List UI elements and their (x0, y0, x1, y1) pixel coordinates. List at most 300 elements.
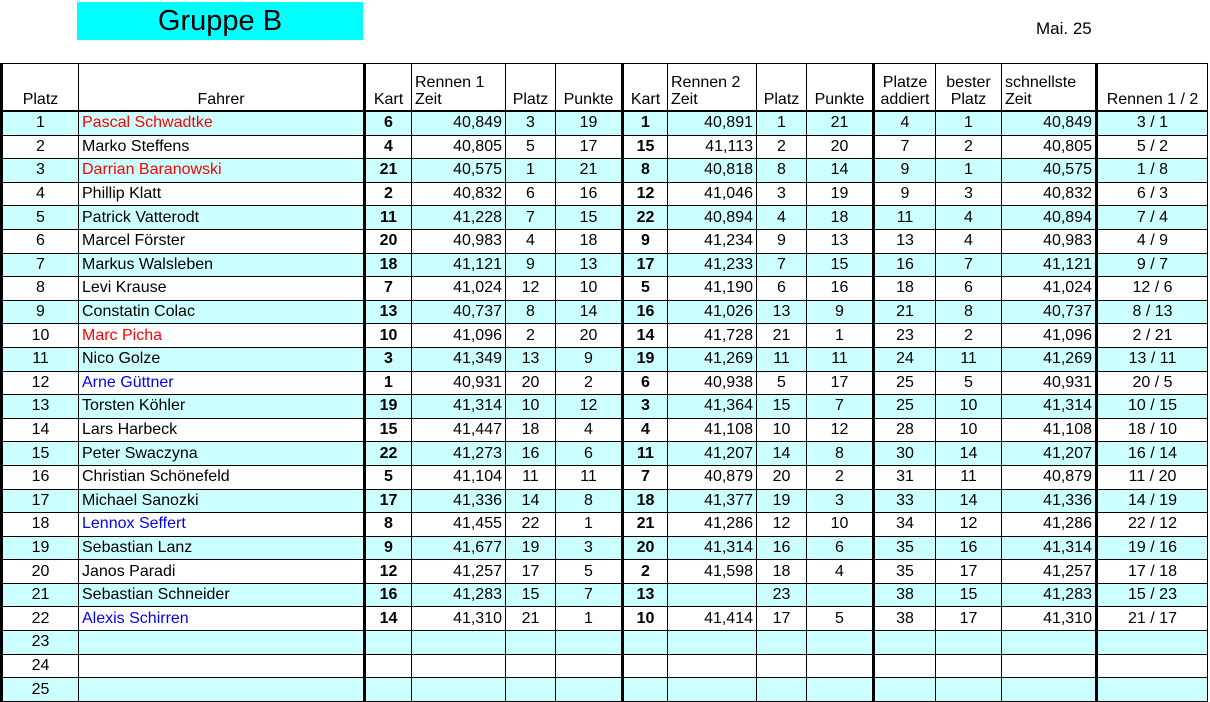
cell-punkte-2: 3 (807, 489, 874, 513)
cell-bester-platz: 14 (936, 489, 1002, 513)
table-row (2, 324, 1208, 348)
cell-zeit-1 (412, 678, 506, 702)
cell-kart-1: 16 (365, 583, 412, 607)
cell-fahrer: Constatin Colac (79, 300, 365, 324)
cell-zeit-2: 40,818 (668, 159, 757, 183)
cell-platz: 21 (2, 583, 79, 607)
cell-zeit-1 (412, 631, 506, 655)
cell-kart-2 (623, 654, 668, 678)
table-row (2, 631, 1208, 655)
cell-rennen-1-2: 12 / 6 (1097, 277, 1208, 301)
cell-platz-1: 8 (506, 300, 556, 324)
table-row (2, 229, 1208, 253)
cell-kart-1: 14 (365, 607, 412, 631)
table-row (2, 395, 1208, 419)
cell-bester-platz: 1 (936, 111, 1002, 135)
cell-platz: 9 (2, 300, 79, 324)
cell-zeit-1: 41,121 (412, 253, 506, 277)
cell-kart-2: 5 (623, 277, 668, 301)
cell-rennen-1-2: 2 / 21 (1097, 324, 1208, 348)
cell-platz-1: 17 (506, 560, 556, 584)
cell-rennen-1-2: 15 / 23 (1097, 583, 1208, 607)
cell-platz: 17 (2, 489, 79, 513)
cell-platz: 22 (2, 607, 79, 631)
cell-platz-1: 3 (506, 111, 556, 135)
cell-zeit-1: 41,257 (412, 560, 506, 584)
cell-platze-addiert: 25 (874, 371, 936, 395)
cell-punkte-2: 11 (807, 347, 874, 371)
cell-schnellste-zeit: 41,096 (1002, 324, 1097, 348)
cell-platz-2: 19 (757, 489, 807, 513)
cell-bester-platz (936, 631, 1002, 655)
cell-platz-2: 3 (757, 182, 807, 206)
cell-kart-1: 3 (365, 347, 412, 371)
cell-kart-2: 22 (623, 206, 668, 230)
table-row (2, 678, 1208, 702)
cell-platz-2: 2 (757, 135, 807, 159)
cell-platz: 13 (2, 395, 79, 419)
cell-punkte-1 (556, 654, 623, 678)
table-row (2, 442, 1208, 466)
cell-schnellste-zeit: 41,336 (1002, 489, 1097, 513)
cell-punkte-1: 13 (556, 253, 623, 277)
cell-kart-2: 18 (623, 489, 668, 513)
cell-platze-addiert: 13 (874, 229, 936, 253)
cell-schnellste-zeit: 41,108 (1002, 418, 1097, 442)
cell-fahrer: Marko Steffens (79, 135, 365, 159)
cell-kart-1: 18 (365, 253, 412, 277)
cell-kart-1: 8 (365, 513, 412, 537)
cell-bester-platz: 15 (936, 583, 1002, 607)
cell-platz-1: 19 (506, 536, 556, 560)
col-kart-1: Kart (365, 64, 412, 112)
cell-platz-1: 13 (506, 347, 556, 371)
cell-platz-2: 21 (757, 324, 807, 348)
cell-zeit-2: 41,598 (668, 560, 757, 584)
cell-platz: 4 (2, 182, 79, 206)
cell-fahrer: Lennox Seffert (79, 513, 365, 537)
table-row (2, 536, 1208, 560)
cell-platz: 25 (2, 678, 79, 702)
cell-zeit-2: 41,207 (668, 442, 757, 466)
cell-platz-1: 11 (506, 465, 556, 489)
cell-zeit-1: 41,283 (412, 583, 506, 607)
cell-kart-1: 10 (365, 324, 412, 348)
cell-schnellste-zeit: 40,983 (1002, 229, 1097, 253)
cell-platz-2 (757, 631, 807, 655)
cell-rennen-1-2: 6 / 3 (1097, 182, 1208, 206)
cell-kart-2: 21 (623, 513, 668, 537)
table-row (2, 135, 1208, 159)
cell-bester-platz (936, 654, 1002, 678)
cell-platz-1: 21 (506, 607, 556, 631)
cell-zeit-1: 40,832 (412, 182, 506, 206)
cell-platz: 16 (2, 465, 79, 489)
cell-platz: 24 (2, 654, 79, 678)
cell-platz-2: 6 (757, 277, 807, 301)
cell-punkte-2 (807, 631, 874, 655)
cell-rennen-1-2: 7 / 4 (1097, 206, 1208, 230)
cell-platz-1: 5 (506, 135, 556, 159)
cell-platz: 15 (2, 442, 79, 466)
cell-rennen-1-2: 9 / 7 (1097, 253, 1208, 277)
table-row (2, 489, 1208, 513)
cell-bester-platz: 10 (936, 418, 1002, 442)
cell-kart-1: 21 (365, 159, 412, 183)
cell-zeit-1: 40,575 (412, 159, 506, 183)
date-label: Mai. 25 (1036, 19, 1092, 38)
cell-zeit-1: 41,677 (412, 536, 506, 560)
cell-punkte-1: 7 (556, 583, 623, 607)
cell-kart-2: 11 (623, 442, 668, 466)
col-rennen-1: Rennen 1 Zeit (412, 64, 506, 112)
col-platz-2: Platz (757, 64, 807, 112)
cell-kart-2: 20 (623, 536, 668, 560)
cell-bester-platz: 2 (936, 135, 1002, 159)
cell-schnellste-zeit: 41,283 (1002, 583, 1097, 607)
cell-zeit-2: 40,938 (668, 371, 757, 395)
cell-zeit-2: 41,113 (668, 135, 757, 159)
cell-platz: 7 (2, 253, 79, 277)
cell-zeit-2: 40,891 (668, 111, 757, 135)
cell-schnellste-zeit: 41,310 (1002, 607, 1097, 631)
cell-kart-2: 15 (623, 135, 668, 159)
cell-zeit-2: 41,286 (668, 513, 757, 537)
cell-platz-2: 8 (757, 159, 807, 183)
cell-punkte-1: 12 (556, 395, 623, 419)
cell-zeit-1: 41,310 (412, 607, 506, 631)
cell-punkte-2: 4 (807, 560, 874, 584)
cell-platz-2: 14 (757, 442, 807, 466)
table-row (2, 418, 1208, 442)
cell-platz-1: 15 (506, 583, 556, 607)
cell-kart-1: 4 (365, 135, 412, 159)
cell-rennen-1-2 (1097, 678, 1208, 702)
cell-kart-2: 14 (623, 324, 668, 348)
cell-schnellste-zeit: 40,931 (1002, 371, 1097, 395)
cell-bester-platz: 6 (936, 277, 1002, 301)
table-row (2, 277, 1208, 301)
cell-platz-1: 9 (506, 253, 556, 277)
cell-fahrer: Janos Paradi (79, 560, 365, 584)
table-row (2, 347, 1208, 371)
cell-bester-platz: 7 (936, 253, 1002, 277)
cell-zeit-2 (668, 583, 757, 607)
cell-punkte-2: 20 (807, 135, 874, 159)
cell-punkte-2: 15 (807, 253, 874, 277)
cell-kart-2 (623, 631, 668, 655)
cell-platz: 8 (2, 277, 79, 301)
cell-zeit-1: 41,228 (412, 206, 506, 230)
cell-kart-1: 22 (365, 442, 412, 466)
cell-schnellste-zeit: 40,849 (1002, 111, 1097, 135)
cell-platze-addiert: 38 (874, 607, 936, 631)
cell-kart-1: 20 (365, 229, 412, 253)
cell-punkte-2: 21 (807, 111, 874, 135)
results-table (0, 63, 1208, 702)
cell-platz-2: 16 (757, 536, 807, 560)
col-rennen-2: Rennen 2 Zeit (668, 64, 757, 112)
cell-zeit-2: 41,233 (668, 253, 757, 277)
cell-punkte-1: 3 (556, 536, 623, 560)
cell-kart-1: 1 (365, 371, 412, 395)
cell-platze-addiert: 24 (874, 347, 936, 371)
col-punkte-2: Punkte (807, 64, 874, 112)
cell-schnellste-zeit: 40,879 (1002, 465, 1097, 489)
cell-platz-2: 17 (757, 607, 807, 631)
cell-zeit-2: 41,364 (668, 395, 757, 419)
cell-kart-2: 8 (623, 159, 668, 183)
cell-zeit-2: 41,234 (668, 229, 757, 253)
cell-punkte-1: 9 (556, 347, 623, 371)
table-row (2, 560, 1208, 584)
cell-zeit-2: 41,377 (668, 489, 757, 513)
cell-platze-addiert (874, 678, 936, 702)
cell-platz: 6 (2, 229, 79, 253)
cell-fahrer: Sebastian Lanz (79, 536, 365, 560)
cell-platze-addiert: 28 (874, 418, 936, 442)
group-title: Gruppe B (77, 2, 363, 40)
cell-punkte-2 (807, 678, 874, 702)
cell-bester-platz: 4 (936, 229, 1002, 253)
cell-schnellste-zeit: 40,805 (1002, 135, 1097, 159)
cell-kart-1: 11 (365, 206, 412, 230)
cell-zeit-1: 41,455 (412, 513, 506, 537)
cell-bester-platz: 8 (936, 300, 1002, 324)
col-platze-addiert: Platze addiert (874, 64, 936, 112)
cell-platze-addiert: 30 (874, 442, 936, 466)
cell-fahrer: Darrian Baranowski (79, 159, 365, 183)
cell-fahrer: Levi Krause (79, 277, 365, 301)
cell-kart-2: 6 (623, 371, 668, 395)
cell-platze-addiert: 16 (874, 253, 936, 277)
cell-platz: 23 (2, 631, 79, 655)
cell-kart-1: 13 (365, 300, 412, 324)
cell-platz: 5 (2, 206, 79, 230)
cell-punkte-1: 15 (556, 206, 623, 230)
col-punkte-1: Punkte (556, 64, 623, 112)
cell-schnellste-zeit: 40,737 (1002, 300, 1097, 324)
cell-platz: 14 (2, 418, 79, 442)
cell-schnellste-zeit: 40,832 (1002, 182, 1097, 206)
cell-platz: 2 (2, 135, 79, 159)
cell-bester-platz: 16 (936, 536, 1002, 560)
cell-zeit-2: 41,314 (668, 536, 757, 560)
cell-zeit-2 (668, 631, 757, 655)
cell-platze-addiert: 31 (874, 465, 936, 489)
cell-schnellste-zeit: 41,314 (1002, 395, 1097, 419)
cell-platze-addiert: 23 (874, 324, 936, 348)
cell-platz: 10 (2, 324, 79, 348)
cell-schnellste-zeit (1002, 631, 1097, 655)
col-rennen-1-2: Rennen 1 / 2 (1097, 64, 1208, 112)
cell-kart-2 (623, 678, 668, 702)
cell-platz-1: 7 (506, 206, 556, 230)
cell-rennen-1-2: 8 / 13 (1097, 300, 1208, 324)
cell-platz-1: 2 (506, 324, 556, 348)
cell-zeit-2 (668, 678, 757, 702)
cell-kart-1 (365, 631, 412, 655)
cell-bester-platz: 1 (936, 159, 1002, 183)
cell-zeit-1: 41,096 (412, 324, 506, 348)
cell-schnellste-zeit (1002, 654, 1097, 678)
cell-zeit-2: 41,728 (668, 324, 757, 348)
cell-rennen-1-2: 1 / 8 (1097, 159, 1208, 183)
cell-punkte-1: 2 (556, 371, 623, 395)
cell-punkte-1: 16 (556, 182, 623, 206)
table-row (2, 159, 1208, 183)
cell-punkte-2: 13 (807, 229, 874, 253)
cell-zeit-1: 40,931 (412, 371, 506, 395)
cell-kart-1 (365, 654, 412, 678)
cell-rennen-1-2 (1097, 631, 1208, 655)
cell-platz: 3 (2, 159, 79, 183)
cell-punkte-2: 18 (807, 206, 874, 230)
cell-schnellste-zeit: 41,269 (1002, 347, 1097, 371)
cell-zeit-1: 41,349 (412, 347, 506, 371)
col-schnellste-zeit: schnellste Zeit (1002, 64, 1097, 112)
cell-punkte-2: 9 (807, 300, 874, 324)
cell-platz-2: 11 (757, 347, 807, 371)
cell-platz-2: 4 (757, 206, 807, 230)
cell-schnellste-zeit: 41,314 (1002, 536, 1097, 560)
cell-zeit-2: 41,108 (668, 418, 757, 442)
cell-kart-1: 7 (365, 277, 412, 301)
cell-platz: 1 (2, 111, 79, 135)
cell-platze-addiert: 38 (874, 583, 936, 607)
cell-zeit-1: 40,737 (412, 300, 506, 324)
col-bester-platz: bester Platz (936, 64, 1002, 112)
cell-zeit-1: 40,983 (412, 229, 506, 253)
cell-bester-platz: 4 (936, 206, 1002, 230)
cell-zeit-1: 41,024 (412, 277, 506, 301)
table-row (2, 111, 1208, 135)
col-kart-2: Kart (623, 64, 668, 112)
cell-rennen-1-2: 4 / 9 (1097, 229, 1208, 253)
header-row (2, 64, 1208, 112)
cell-schnellste-zeit: 40,894 (1002, 206, 1097, 230)
cell-zeit-2: 41,046 (668, 182, 757, 206)
cell-platz-1 (506, 631, 556, 655)
cell-fahrer (79, 631, 365, 655)
cell-punkte-1: 1 (556, 513, 623, 537)
cell-kart-2: 16 (623, 300, 668, 324)
cell-punkte-2: 5 (807, 607, 874, 631)
cell-rennen-1-2: 5 / 2 (1097, 135, 1208, 159)
cell-punkte-2: 17 (807, 371, 874, 395)
cell-bester-platz: 14 (936, 442, 1002, 466)
cell-platze-addiert: 18 (874, 277, 936, 301)
cell-punkte-1: 20 (556, 324, 623, 348)
cell-kart-1: 5 (365, 465, 412, 489)
cell-bester-platz: 10 (936, 395, 1002, 419)
col-platz-1: Platz (506, 64, 556, 112)
cell-fahrer: Christian Schönefeld (79, 465, 365, 489)
col-fahrer: Fahrer (79, 64, 365, 112)
cell-schnellste-zeit: 40,575 (1002, 159, 1097, 183)
cell-rennen-1-2 (1097, 654, 1208, 678)
cell-fahrer: Torsten Köhler (79, 395, 365, 419)
cell-platz-2: 12 (757, 513, 807, 537)
cell-punkte-1 (556, 631, 623, 655)
cell-platz-2 (757, 678, 807, 702)
cell-zeit-1: 41,336 (412, 489, 506, 513)
cell-fahrer: Marc Picha (79, 324, 365, 348)
cell-punkte-1: 4 (556, 418, 623, 442)
cell-platze-addiert (874, 631, 936, 655)
cell-kart-1: 2 (365, 182, 412, 206)
cell-platze-addiert: 33 (874, 489, 936, 513)
cell-platz-1: 18 (506, 418, 556, 442)
cell-rennen-1-2: 14 / 19 (1097, 489, 1208, 513)
cell-punkte-2: 6 (807, 536, 874, 560)
cell-platze-addiert: 11 (874, 206, 936, 230)
cell-rennen-1-2: 18 / 10 (1097, 418, 1208, 442)
cell-zeit-1: 41,314 (412, 395, 506, 419)
cell-fahrer: Nico Golze (79, 347, 365, 371)
cell-platz: 11 (2, 347, 79, 371)
cell-platze-addiert: 4 (874, 111, 936, 135)
cell-platz-2: 13 (757, 300, 807, 324)
table-row (2, 371, 1208, 395)
cell-punkte-1: 19 (556, 111, 623, 135)
cell-fahrer: Pascal Schwadtke (79, 111, 365, 135)
cell-fahrer: Sebastian Schneider (79, 583, 365, 607)
cell-fahrer: Michael Sanozki (79, 489, 365, 513)
cell-platz-2: 7 (757, 253, 807, 277)
cell-platz-2: 5 (757, 371, 807, 395)
cell-zeit-1 (412, 654, 506, 678)
cell-platz-2: 20 (757, 465, 807, 489)
cell-zeit-2: 40,879 (668, 465, 757, 489)
cell-punkte-2: 14 (807, 159, 874, 183)
cell-punkte-2: 1 (807, 324, 874, 348)
cell-kart-2: 12 (623, 182, 668, 206)
cell-platze-addiert: 35 (874, 536, 936, 560)
cell-platz-1: 1 (506, 159, 556, 183)
cell-punkte-1: 17 (556, 135, 623, 159)
cell-punkte-1: 10 (556, 277, 623, 301)
cell-punkte-1: 8 (556, 489, 623, 513)
cell-platz-1: 22 (506, 513, 556, 537)
cell-platz-1: 12 (506, 277, 556, 301)
cell-platz: 12 (2, 371, 79, 395)
table-row (2, 583, 1208, 607)
cell-fahrer: Lars Harbeck (79, 418, 365, 442)
cell-platze-addiert: 7 (874, 135, 936, 159)
cell-zeit-1: 40,849 (412, 111, 506, 135)
cell-zeit-1: 41,447 (412, 418, 506, 442)
cell-platz-1: 10 (506, 395, 556, 419)
cell-bester-platz: 11 (936, 347, 1002, 371)
table-row (2, 607, 1208, 631)
table-row (2, 654, 1208, 678)
cell-schnellste-zeit (1002, 678, 1097, 702)
table-row (2, 300, 1208, 324)
cell-rennen-1-2: 11 / 20 (1097, 465, 1208, 489)
cell-rennen-1-2: 16 / 14 (1097, 442, 1208, 466)
cell-kart-2: 3 (623, 395, 668, 419)
cell-rennen-1-2: 10 / 15 (1097, 395, 1208, 419)
cell-fahrer: Phillip Klatt (79, 182, 365, 206)
cell-zeit-1: 41,273 (412, 442, 506, 466)
cell-bester-platz: 2 (936, 324, 1002, 348)
cell-schnellste-zeit: 41,257 (1002, 560, 1097, 584)
cell-rennen-1-2: 13 / 11 (1097, 347, 1208, 371)
cell-punkte-1: 14 (556, 300, 623, 324)
cell-kart-1: 19 (365, 395, 412, 419)
table-row (2, 182, 1208, 206)
